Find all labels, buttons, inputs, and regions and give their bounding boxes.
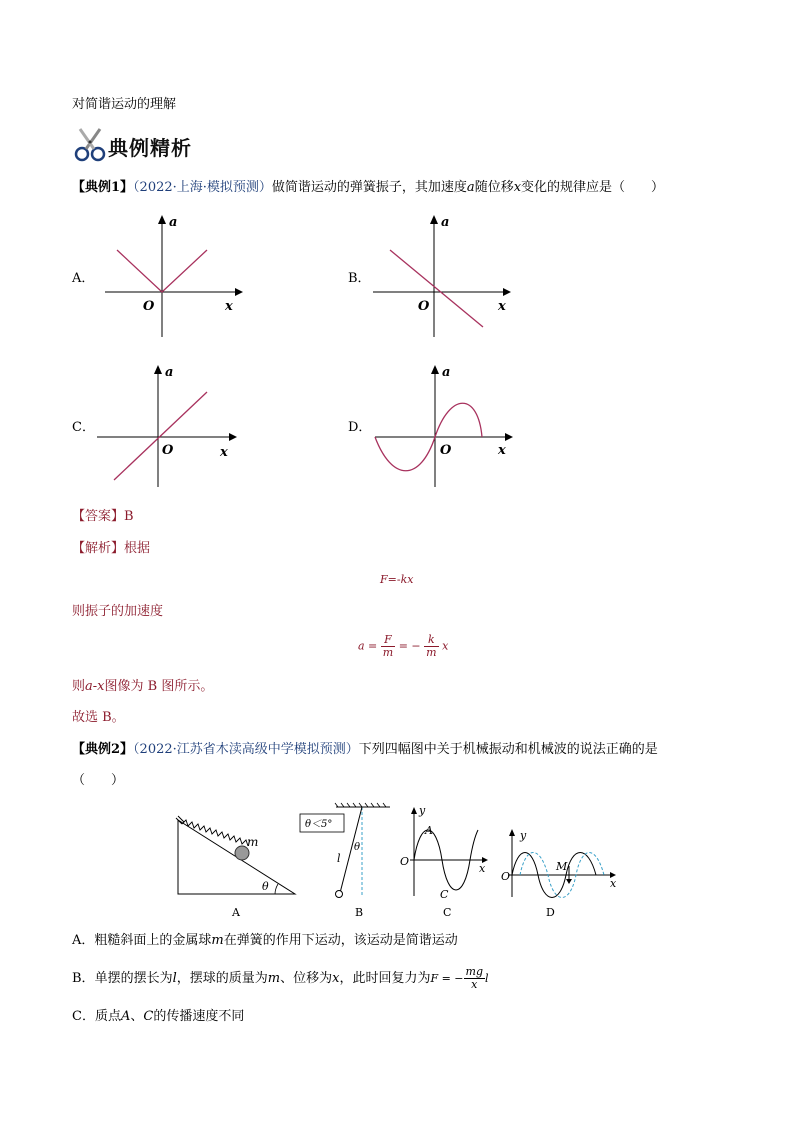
- figure-a-label-m: m: [247, 835, 259, 849]
- formula-hooke: F=-kx: [380, 573, 414, 586]
- q2-stem: [72, 741, 658, 759]
- figure-a-label-theta: θ: [262, 880, 269, 893]
- analysis-3-var: a-x: [85, 679, 105, 694]
- q1-option-b-letter: B．: [348, 271, 371, 286]
- q1-stem-c: 变化的规律应是（ ）: [521, 180, 665, 195]
- q2-opt-c-A: A: [120, 1009, 131, 1024]
- q2-opt-a-post: 在弹簧的作用下运动，该运动是简谐运动: [223, 933, 458, 948]
- analysis-line-2: 则振子的加速度: [72, 604, 164, 619]
- figure-c-C: C: [440, 888, 449, 901]
- q1-stem-a: 做简谐运动的弹簧振子，其加速度: [271, 180, 467, 195]
- figure-a-caption: A: [232, 906, 240, 919]
- graph-d-origin: O: [440, 443, 452, 458]
- section-title: 对简谐运动的理解: [72, 97, 177, 112]
- answer-value: B: [124, 509, 134, 524]
- q2-opt-c-C: C: [143, 1009, 154, 1024]
- q2-opt-b-flhs: F = −: [430, 972, 464, 985]
- q2-opt-b-mid2: 、位移为: [280, 971, 333, 986]
- q2-opt-c-pre: 质点: [94, 1009, 121, 1024]
- figure-b-theta: θ: [354, 842, 361, 853]
- q2-opt-c-sep: 、: [130, 1009, 144, 1024]
- q2-opt-a-var: m: [211, 933, 224, 948]
- q1-graph-a: [95, 212, 245, 342]
- frac-f-num: F: [381, 634, 395, 647]
- graph-d-x-label: x: [498, 443, 506, 458]
- graph-a-origin: O: [143, 299, 155, 314]
- q2-opt-a-letter: A．: [72, 933, 95, 948]
- q1-stem-b: 随位移: [474, 180, 514, 195]
- frac-k-den: m: [426, 646, 437, 659]
- frac-k-num: k: [424, 634, 438, 647]
- banner-title: 典例精析: [108, 136, 192, 160]
- q2-opt-a-pre: 粗糙斜面上的金属球: [94, 933, 212, 948]
- q2-opt-c-letter: C．: [72, 1009, 95, 1024]
- figure-c-O: O: [400, 855, 410, 868]
- graph-c-origin: O: [162, 443, 174, 458]
- q2-option-c: [72, 1008, 244, 1026]
- figure-c-y: y: [419, 804, 426, 817]
- q2-option-a: [72, 932, 458, 950]
- figure-d-y: y: [520, 829, 527, 842]
- q2-source: （2022·江苏省木渎高级中学模拟预测）: [133, 742, 359, 757]
- graph-b-curve: [390, 250, 483, 327]
- figure-d: [501, 829, 617, 919]
- q2-opt-b-pre: 单摆的摆长为: [94, 971, 173, 986]
- graph-d-y-label: a: [442, 365, 451, 380]
- figure-b-l: l: [337, 852, 341, 865]
- graph-b-x-label: x: [498, 299, 506, 314]
- q1-var-a: a: [466, 180, 475, 195]
- graph-a-y-label: a: [169, 215, 178, 230]
- q1-answer: [72, 508, 134, 526]
- figure-c-caption: C: [443, 906, 452, 919]
- q1-analysis: [72, 540, 150, 558]
- formula-tail: x: [442, 639, 449, 653]
- analysis-3-pre: 则: [72, 679, 86, 694]
- q2-opt-b-tail: l: [485, 972, 489, 985]
- q2-opt-b-l: l: [172, 971, 177, 986]
- q2-opt-b-mid1: ，摆球的质量为: [176, 971, 268, 986]
- q1-conclusion: 故选 B。: [72, 710, 125, 725]
- figure-c-x: x: [479, 862, 486, 875]
- q2-opt-b-den: x: [471, 978, 478, 991]
- formula-eq: = −: [398, 639, 421, 653]
- q2-option-b: [72, 966, 489, 991]
- answer-tag: 【答案】: [72, 509, 125, 524]
- graph-c-curve: [114, 392, 207, 480]
- q1-option-d-letter: D．: [348, 420, 372, 435]
- figure-b-condition: θ＜5°: [305, 819, 333, 830]
- q1-option-a-letter: A．: [72, 271, 95, 286]
- q1-stem: [72, 179, 664, 197]
- banner: [72, 124, 212, 164]
- q1-var-x: x: [513, 180, 522, 195]
- analysis-3-post: 图像为 B 图所示。: [104, 679, 214, 694]
- q2-opt-b-mid3: ，此时回复力为: [339, 971, 431, 986]
- formula-frac-f-m: [381, 634, 395, 659]
- q2-opt-b-x: x: [332, 971, 340, 986]
- formula-frac-k-m: [424, 634, 438, 659]
- figure-c: [400, 804, 488, 919]
- figure-a-spring: [182, 820, 248, 846]
- q1-graph-b: [368, 212, 518, 342]
- q2-stem-text: 下列四幅图中关于机械振动和机械波的说法正确的是: [358, 742, 658, 757]
- q2-opt-b-letter: B．: [72, 971, 95, 986]
- graph-c-y-label: a: [165, 365, 174, 380]
- q2-figures: [170, 802, 630, 927]
- figure-d-M: M: [556, 860, 568, 873]
- analysis-line-3: [72, 678, 213, 696]
- q1-graph-d: [370, 362, 520, 492]
- graph-b-y-label: a: [441, 215, 450, 230]
- figure-a: [176, 816, 295, 919]
- frac-f-den: m: [382, 646, 394, 659]
- q1-source: （2022·上海·模拟预测）: [133, 180, 272, 195]
- q1-graph-c: [92, 362, 242, 492]
- formula-acceleration: [358, 634, 448, 659]
- formula-lhs: a =: [358, 639, 378, 653]
- q2-opt-b-frac: [464, 966, 485, 991]
- q1-tag: 【典例1】: [72, 180, 134, 195]
- graph-c-x-label: x: [220, 445, 228, 460]
- q2-opt-b-m: m: [267, 971, 281, 986]
- q2-opt-c-post: 的传播速度不同: [153, 1009, 245, 1024]
- scissors-icon: [72, 124, 112, 164]
- figure-c-A: A: [425, 824, 433, 837]
- q2-tag: 【典例2】: [72, 742, 134, 757]
- figure-d-O: O: [501, 870, 511, 883]
- figure-b-bob: [336, 891, 343, 898]
- figure-d-caption: D: [546, 906, 555, 919]
- graph-b-origin: O: [418, 299, 430, 314]
- q2-opt-b-num: mg: [465, 965, 484, 978]
- figure-b-caption: B: [355, 906, 364, 919]
- analysis-tag: 【解析】: [72, 541, 125, 556]
- analysis-line-1: 根据: [124, 541, 151, 556]
- figure-d-x: x: [610, 877, 617, 890]
- q2-blank: （ ）: [72, 773, 125, 788]
- figure-b: [300, 803, 390, 919]
- graph-a-x-label: x: [225, 299, 233, 314]
- q1-option-c-letter: C．: [72, 420, 95, 435]
